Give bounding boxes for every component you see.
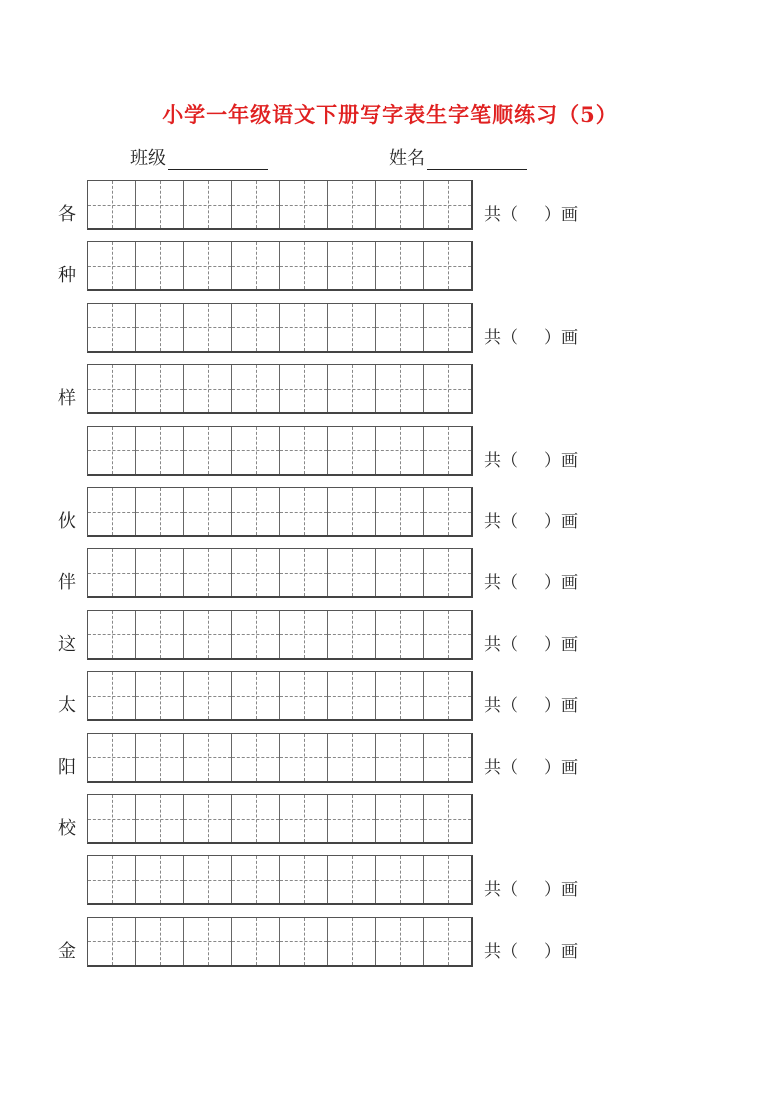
writing-cell[interactable] bbox=[88, 734, 136, 781]
writing-cell[interactable] bbox=[232, 242, 280, 289]
writing-cell[interactable] bbox=[328, 611, 376, 658]
practice-character: 样 bbox=[58, 388, 76, 410]
practice-character: 金 bbox=[58, 940, 76, 962]
writing-cell[interactable] bbox=[184, 181, 232, 228]
stroke-count bbox=[484, 941, 578, 963]
writing-cell[interactable] bbox=[328, 856, 376, 903]
writing-cell[interactable] bbox=[88, 427, 136, 474]
stroke-count-prefix: 共（ bbox=[484, 941, 518, 962]
stroke-count bbox=[484, 450, 578, 472]
class-label: 班级 bbox=[130, 148, 166, 169]
stroke-count-suffix: ）画 bbox=[544, 634, 578, 655]
writing-cell[interactable] bbox=[136, 795, 184, 842]
writing-cell[interactable] bbox=[232, 672, 280, 719]
writing-cell[interactable] bbox=[424, 611, 471, 658]
writing-cell[interactable] bbox=[232, 427, 280, 474]
writing-cell[interactable] bbox=[328, 488, 376, 535]
writing-cell[interactable] bbox=[136, 734, 184, 781]
writing-cell[interactable] bbox=[376, 549, 424, 596]
writing-cell[interactable] bbox=[280, 488, 328, 535]
writing-cell[interactable] bbox=[136, 611, 184, 658]
stroke-count-prefix: 共（ bbox=[484, 696, 518, 717]
writing-cell[interactable] bbox=[184, 795, 232, 842]
stroke-count bbox=[484, 757, 578, 779]
writing-cell[interactable] bbox=[280, 242, 328, 289]
writing-cell[interactable] bbox=[328, 242, 376, 289]
stroke-count bbox=[484, 511, 578, 533]
writing-cell[interactable] bbox=[424, 242, 471, 289]
writing-cell[interactable] bbox=[232, 304, 280, 351]
stroke-count-prefix: 共（ bbox=[484, 450, 518, 471]
writing-grid bbox=[87, 610, 473, 660]
writing-cell[interactable] bbox=[184, 427, 232, 474]
writing-cell[interactable] bbox=[136, 304, 184, 351]
writing-cell[interactable] bbox=[184, 242, 232, 289]
stroke-count-suffix: ）画 bbox=[544, 757, 578, 778]
writing-grid bbox=[87, 303, 473, 353]
practice-row bbox=[0, 241, 780, 291]
writing-grid bbox=[87, 364, 473, 414]
stroke-count-suffix: ）画 bbox=[544, 880, 578, 901]
writing-cell[interactable] bbox=[376, 795, 424, 842]
writing-cell[interactable] bbox=[376, 365, 424, 412]
writing-grid bbox=[87, 548, 473, 598]
practice-row bbox=[0, 733, 780, 783]
writing-cell[interactable] bbox=[136, 181, 184, 228]
stroke-count-prefix: 共（ bbox=[484, 757, 518, 778]
writing-cell[interactable] bbox=[328, 549, 376, 596]
writing-cell[interactable] bbox=[88, 856, 136, 903]
writing-cell[interactable] bbox=[232, 549, 280, 596]
practice-row bbox=[0, 917, 780, 967]
writing-cell[interactable] bbox=[280, 918, 328, 965]
writing-cell[interactable] bbox=[88, 549, 136, 596]
writing-cell[interactable] bbox=[280, 549, 328, 596]
writing-cell[interactable] bbox=[376, 242, 424, 289]
stroke-count-prefix: 共（ bbox=[484, 205, 518, 225]
practice-character: 各 bbox=[58, 204, 76, 225]
writing-cell[interactable] bbox=[88, 672, 136, 719]
writing-cell[interactable] bbox=[328, 304, 376, 351]
writing-cell[interactable] bbox=[328, 795, 376, 842]
stroke-count-suffix: ）画 bbox=[544, 327, 578, 348]
stroke-count bbox=[484, 572, 578, 594]
writing-cell[interactable] bbox=[424, 488, 471, 535]
writing-cell[interactable] bbox=[184, 672, 232, 719]
stroke-count bbox=[484, 204, 578, 226]
writing-cell[interactable] bbox=[136, 549, 184, 596]
writing-cell[interactable] bbox=[280, 427, 328, 474]
writing-cell[interactable] bbox=[424, 427, 471, 474]
stroke-count-prefix: 共（ bbox=[484, 512, 518, 532]
writing-cell[interactable] bbox=[184, 365, 232, 412]
practice-row bbox=[0, 794, 780, 844]
writing-cell[interactable] bbox=[376, 672, 424, 719]
practice-row bbox=[0, 671, 780, 721]
writing-cell[interactable] bbox=[424, 672, 471, 719]
practice-row bbox=[0, 303, 780, 353]
stroke-count bbox=[484, 327, 578, 349]
writing-cell[interactable] bbox=[280, 611, 328, 658]
writing-cell[interactable] bbox=[88, 918, 136, 965]
stroke-count bbox=[484, 695, 578, 717]
writing-grid bbox=[87, 733, 473, 783]
writing-grid bbox=[87, 487, 473, 537]
practice-character: 校 bbox=[58, 818, 76, 839]
writing-cell[interactable] bbox=[328, 181, 376, 228]
writing-cell[interactable] bbox=[232, 918, 280, 965]
writing-cell[interactable] bbox=[136, 365, 184, 412]
writing-cell[interactable] bbox=[376, 918, 424, 965]
practice-row bbox=[0, 548, 780, 598]
writing-cell[interactable] bbox=[136, 856, 184, 903]
writing-cell[interactable] bbox=[136, 427, 184, 474]
writing-cell[interactable] bbox=[232, 734, 280, 781]
writing-cell[interactable] bbox=[184, 304, 232, 351]
practice-row bbox=[0, 855, 780, 905]
writing-cell[interactable] bbox=[232, 795, 280, 842]
writing-cell[interactable] bbox=[280, 734, 328, 781]
writing-cell[interactable] bbox=[88, 611, 136, 658]
writing-cell[interactable] bbox=[376, 734, 424, 781]
writing-cell[interactable] bbox=[232, 488, 280, 535]
practice-character: 太 bbox=[58, 695, 76, 717]
writing-cell[interactable] bbox=[88, 304, 136, 351]
stroke-count-prefix: 共（ bbox=[484, 573, 518, 594]
writing-grid bbox=[87, 794, 473, 844]
writing-cell[interactable] bbox=[232, 856, 280, 903]
practice-character: 阳 bbox=[58, 756, 76, 778]
practice-row bbox=[0, 180, 780, 230]
stroke-count-suffix: ）画 bbox=[544, 512, 578, 532]
writing-cell[interactable] bbox=[88, 795, 136, 842]
writing-cell[interactable] bbox=[424, 304, 471, 351]
page-title: 小学一年级语文下册写字表生字笔顺练习（5） bbox=[162, 102, 618, 127]
stroke-count-suffix: ）画 bbox=[544, 696, 578, 717]
writing-cell[interactable] bbox=[232, 365, 280, 412]
writing-cell[interactable] bbox=[280, 365, 328, 412]
stroke-count-suffix: ）画 bbox=[544, 941, 578, 962]
writing-cell[interactable] bbox=[88, 242, 136, 289]
writing-grid bbox=[87, 241, 473, 291]
writing-cell[interactable] bbox=[376, 181, 424, 228]
writing-grid bbox=[87, 917, 473, 967]
writing-cell[interactable] bbox=[88, 181, 136, 228]
writing-cell[interactable] bbox=[184, 549, 232, 596]
writing-cell[interactable] bbox=[424, 795, 471, 842]
writing-cell[interactable] bbox=[424, 365, 471, 412]
writing-cell[interactable] bbox=[184, 611, 232, 658]
writing-cell[interactable] bbox=[136, 488, 184, 535]
stroke-count bbox=[484, 634, 578, 656]
writing-cell[interactable] bbox=[280, 304, 328, 351]
writing-cell[interactable] bbox=[424, 918, 471, 965]
stroke-count-suffix: ）画 bbox=[544, 573, 578, 594]
name-label: 姓名 bbox=[389, 148, 425, 169]
writing-cell[interactable] bbox=[376, 856, 424, 903]
writing-cell[interactable] bbox=[424, 856, 471, 903]
practice-row bbox=[0, 364, 780, 414]
writing-cell[interactable] bbox=[232, 181, 280, 228]
writing-cell[interactable] bbox=[328, 427, 376, 474]
writing-cell[interactable] bbox=[280, 672, 328, 719]
writing-cell[interactable] bbox=[424, 734, 471, 781]
writing-cell[interactable] bbox=[376, 427, 424, 474]
writing-cell[interactable] bbox=[328, 672, 376, 719]
stroke-count-prefix: 共（ bbox=[484, 634, 518, 655]
writing-grid bbox=[87, 671, 473, 721]
writing-cell[interactable] bbox=[184, 918, 232, 965]
practice-row bbox=[0, 610, 780, 660]
writing-cell[interactable] bbox=[88, 365, 136, 412]
writing-cell[interactable] bbox=[232, 611, 280, 658]
writing-cell[interactable] bbox=[184, 856, 232, 903]
writing-cell[interactable] bbox=[280, 181, 328, 228]
writing-grid bbox=[87, 426, 473, 476]
practice-character: 伙 bbox=[58, 511, 76, 532]
writing-cell[interactable] bbox=[328, 918, 376, 965]
writing-cell[interactable] bbox=[376, 611, 424, 658]
practice-character: 这 bbox=[58, 633, 76, 655]
stroke-count-suffix: ）画 bbox=[544, 450, 578, 471]
writing-cell[interactable] bbox=[184, 488, 232, 535]
practice-character: 种 bbox=[58, 265, 76, 287]
writing-cell[interactable] bbox=[280, 856, 328, 903]
writing-cell[interactable] bbox=[376, 488, 424, 535]
writing-cell[interactable] bbox=[88, 488, 136, 535]
practice-character: 伴 bbox=[58, 572, 76, 594]
stroke-count-prefix: 共（ bbox=[484, 880, 518, 901]
writing-cell[interactable] bbox=[424, 549, 471, 596]
stroke-count bbox=[484, 879, 578, 901]
writing-cell[interactable] bbox=[424, 181, 471, 228]
writing-cell[interactable] bbox=[136, 242, 184, 289]
writing-cell[interactable] bbox=[328, 365, 376, 412]
writing-cell[interactable] bbox=[328, 734, 376, 781]
practice-row bbox=[0, 426, 780, 476]
writing-cell[interactable] bbox=[136, 672, 184, 719]
stroke-count-suffix: ）画 bbox=[544, 205, 578, 225]
writing-cell[interactable] bbox=[184, 734, 232, 781]
writing-cell[interactable] bbox=[376, 304, 424, 351]
practice-row bbox=[0, 487, 780, 537]
writing-grid bbox=[87, 855, 473, 905]
writing-cell[interactable] bbox=[136, 918, 184, 965]
writing-grid bbox=[87, 180, 473, 230]
writing-cell[interactable] bbox=[280, 795, 328, 842]
stroke-count-prefix: 共（ bbox=[484, 327, 518, 348]
